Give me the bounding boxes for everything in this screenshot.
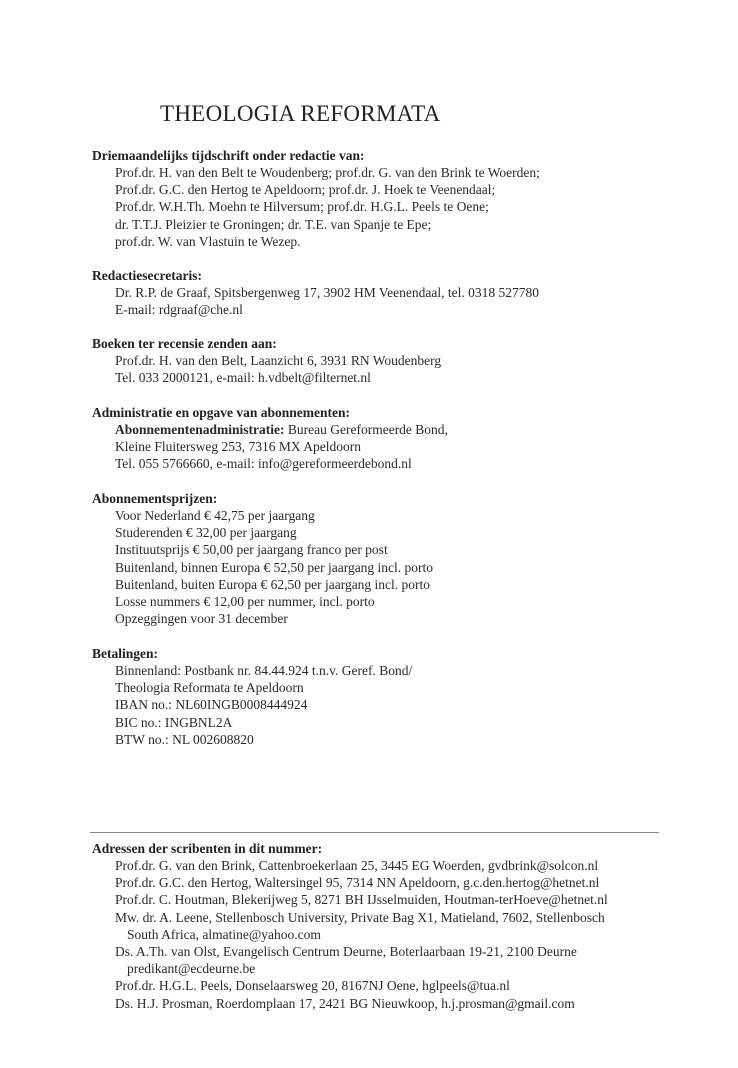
secretary-email: E-mail: rdgraaf@che.nl <box>115 302 243 318</box>
book-review-heading: Boeken ter recensie zenden aan: <box>92 336 277 351</box>
authors-section <box>92 840 608 1012</box>
author-address: Prof.dr. C. Houtman, Blekerijweg 5, 8271 BH IJsselmuiden, Houtman-terHoeve@hetnet.nl <box>115 892 608 908</box>
journal-title: THEOLOGIA REFORMATA <box>160 101 441 126</box>
editorial-board-line: Prof.dr. G.C. den Hertog te Apeldoorn; prof.dr. J. Hoek te Veenendaal; <box>115 182 496 198</box>
payments-heading: Betalingen: <box>92 646 158 661</box>
price-line: Losse nummers € 12,00 per nummer, incl. porto <box>115 594 375 610</box>
administration-section <box>92 404 448 473</box>
author-address: Mw. dr. A. Leene, Stellenbosch University, Private Bag X1, Matieland, 7602, Stellenbosch <box>115 909 605 925</box>
payment-line: BIC no.: INGBNL2A <box>115 714 233 730</box>
secretary-address: Dr. R.P. de Graaf, Spitsbergenweg 17, 3902 HM Veenendaal, tel. 0318 527780 <box>115 285 539 300</box>
administration-label: Abonnementenadministratie: <box>115 422 285 437</box>
payment-line: Binnenland: Postbank nr. 84.44.924 t.n.v. Geref. Bond/ <box>115 663 413 678</box>
payments-section <box>92 645 412 748</box>
author-address: Ds. H.J. Prosman, Roerdomplaan 17, 2421 BG Nieuwkoop, h.j.prosman@gmail.com <box>115 995 575 1011</box>
price-line: Buitenland, buiten Europa € 62,50 per jaargang incl. porto <box>115 576 431 592</box>
price-line: Studerenden € 32,00 per jaargang <box>115 525 297 541</box>
author-address: Ds. A.Th. van Olst, Evangelisch Centrum Deurne, Boterlaarbaan 19-21, 2100 Deurne <box>115 944 577 960</box>
prices-heading: Abonnementsprijzen: <box>92 491 218 506</box>
price-line: Buitenland, binnen Europa € 52,50 per jaargang incl. porto <box>115 559 434 575</box>
editorial-board-heading: Driemaandelijks tijdschrift onder redactie van: <box>92 148 365 163</box>
author-address: Prof.dr. H.G.L. Peels, Donselaarsweg 20, 8167NJ Oene, hglpeels@tua.nl <box>115 978 510 994</box>
author-address: Prof.dr. G.C. den Hertog, Waltersingel 95, 7314 NN Apeldoorn, g.c.den.hertog@hetnet.nl <box>115 875 600 891</box>
secretary-section <box>92 267 539 318</box>
book-review-section <box>92 335 441 386</box>
prices-section <box>92 490 433 627</box>
payment-line: IBAN no.: NL60INGB0008444924 <box>115 697 308 713</box>
payment-line: BTW no.: NL 002608820 <box>115 731 254 747</box>
price-line: Voor Nederland € 42,75 per jaargang <box>115 508 315 523</box>
secretary-heading: Redactiesecretaris: <box>92 268 202 283</box>
book-review-address: Prof.dr. H. van den Belt, Laanzicht 6, 3931 RN Woudenberg <box>115 353 442 368</box>
administration-contact: Tel. 055 5766660, e-mail: info@gereformeerdebond.nl <box>115 456 412 472</box>
administration-heading: Administratie en opgave van abonnementen: <box>92 405 351 420</box>
authors-heading: Adressen der scribenten in dit nummer: <box>92 841 323 856</box>
administration-address: Kleine Fluitersweg 253, 7316 MX Apeldoorn <box>115 439 361 455</box>
editorial-board-line: Prof.dr. H. van den Belt te Woudenberg; prof.dr. G. van den Brink te Woerden; <box>115 165 540 180</box>
editorial-board-line: dr. T.T.J. Pleizier te Groningen; dr. T.E. van Spanje te Epe; <box>115 216 432 232</box>
section-divider <box>90 832 659 833</box>
editorial-board-line: Prof.dr. W.H.Th. Moehn te Hilversum; prof.dr. H.G.L. Peels te Oene; <box>115 199 489 215</box>
payment-line: Theologia Reformata te Apeldoorn <box>115 680 304 696</box>
author-address: Prof.dr. G. van den Brink, Cattenbroekerlaan 25, 3445 EG Woerden, gvdbrink@solcon.nl <box>115 858 599 873</box>
author-address-continued: predikant@ecdeurne.be <box>127 961 256 977</box>
book-review-contact: Tel. 033 2000121, e-mail: h.vdbelt@filternet.nl <box>115 370 371 386</box>
administration-org: Bureau Gereformeerde Bond, <box>284 422 448 437</box>
editorial-board-line: prof.dr. W. van Vlastuin te Wezep. <box>115 233 301 249</box>
price-line: Instituutsprijs € 50,00 per jaargang franco per post <box>115 542 388 558</box>
author-address-continued: South Africa, almatine@yahoo.com <box>127 926 321 942</box>
administration-line <box>92 421 448 438</box>
editorial-board-section <box>92 147 540 250</box>
price-line: Opzeggingen voor 31 december <box>115 611 288 627</box>
